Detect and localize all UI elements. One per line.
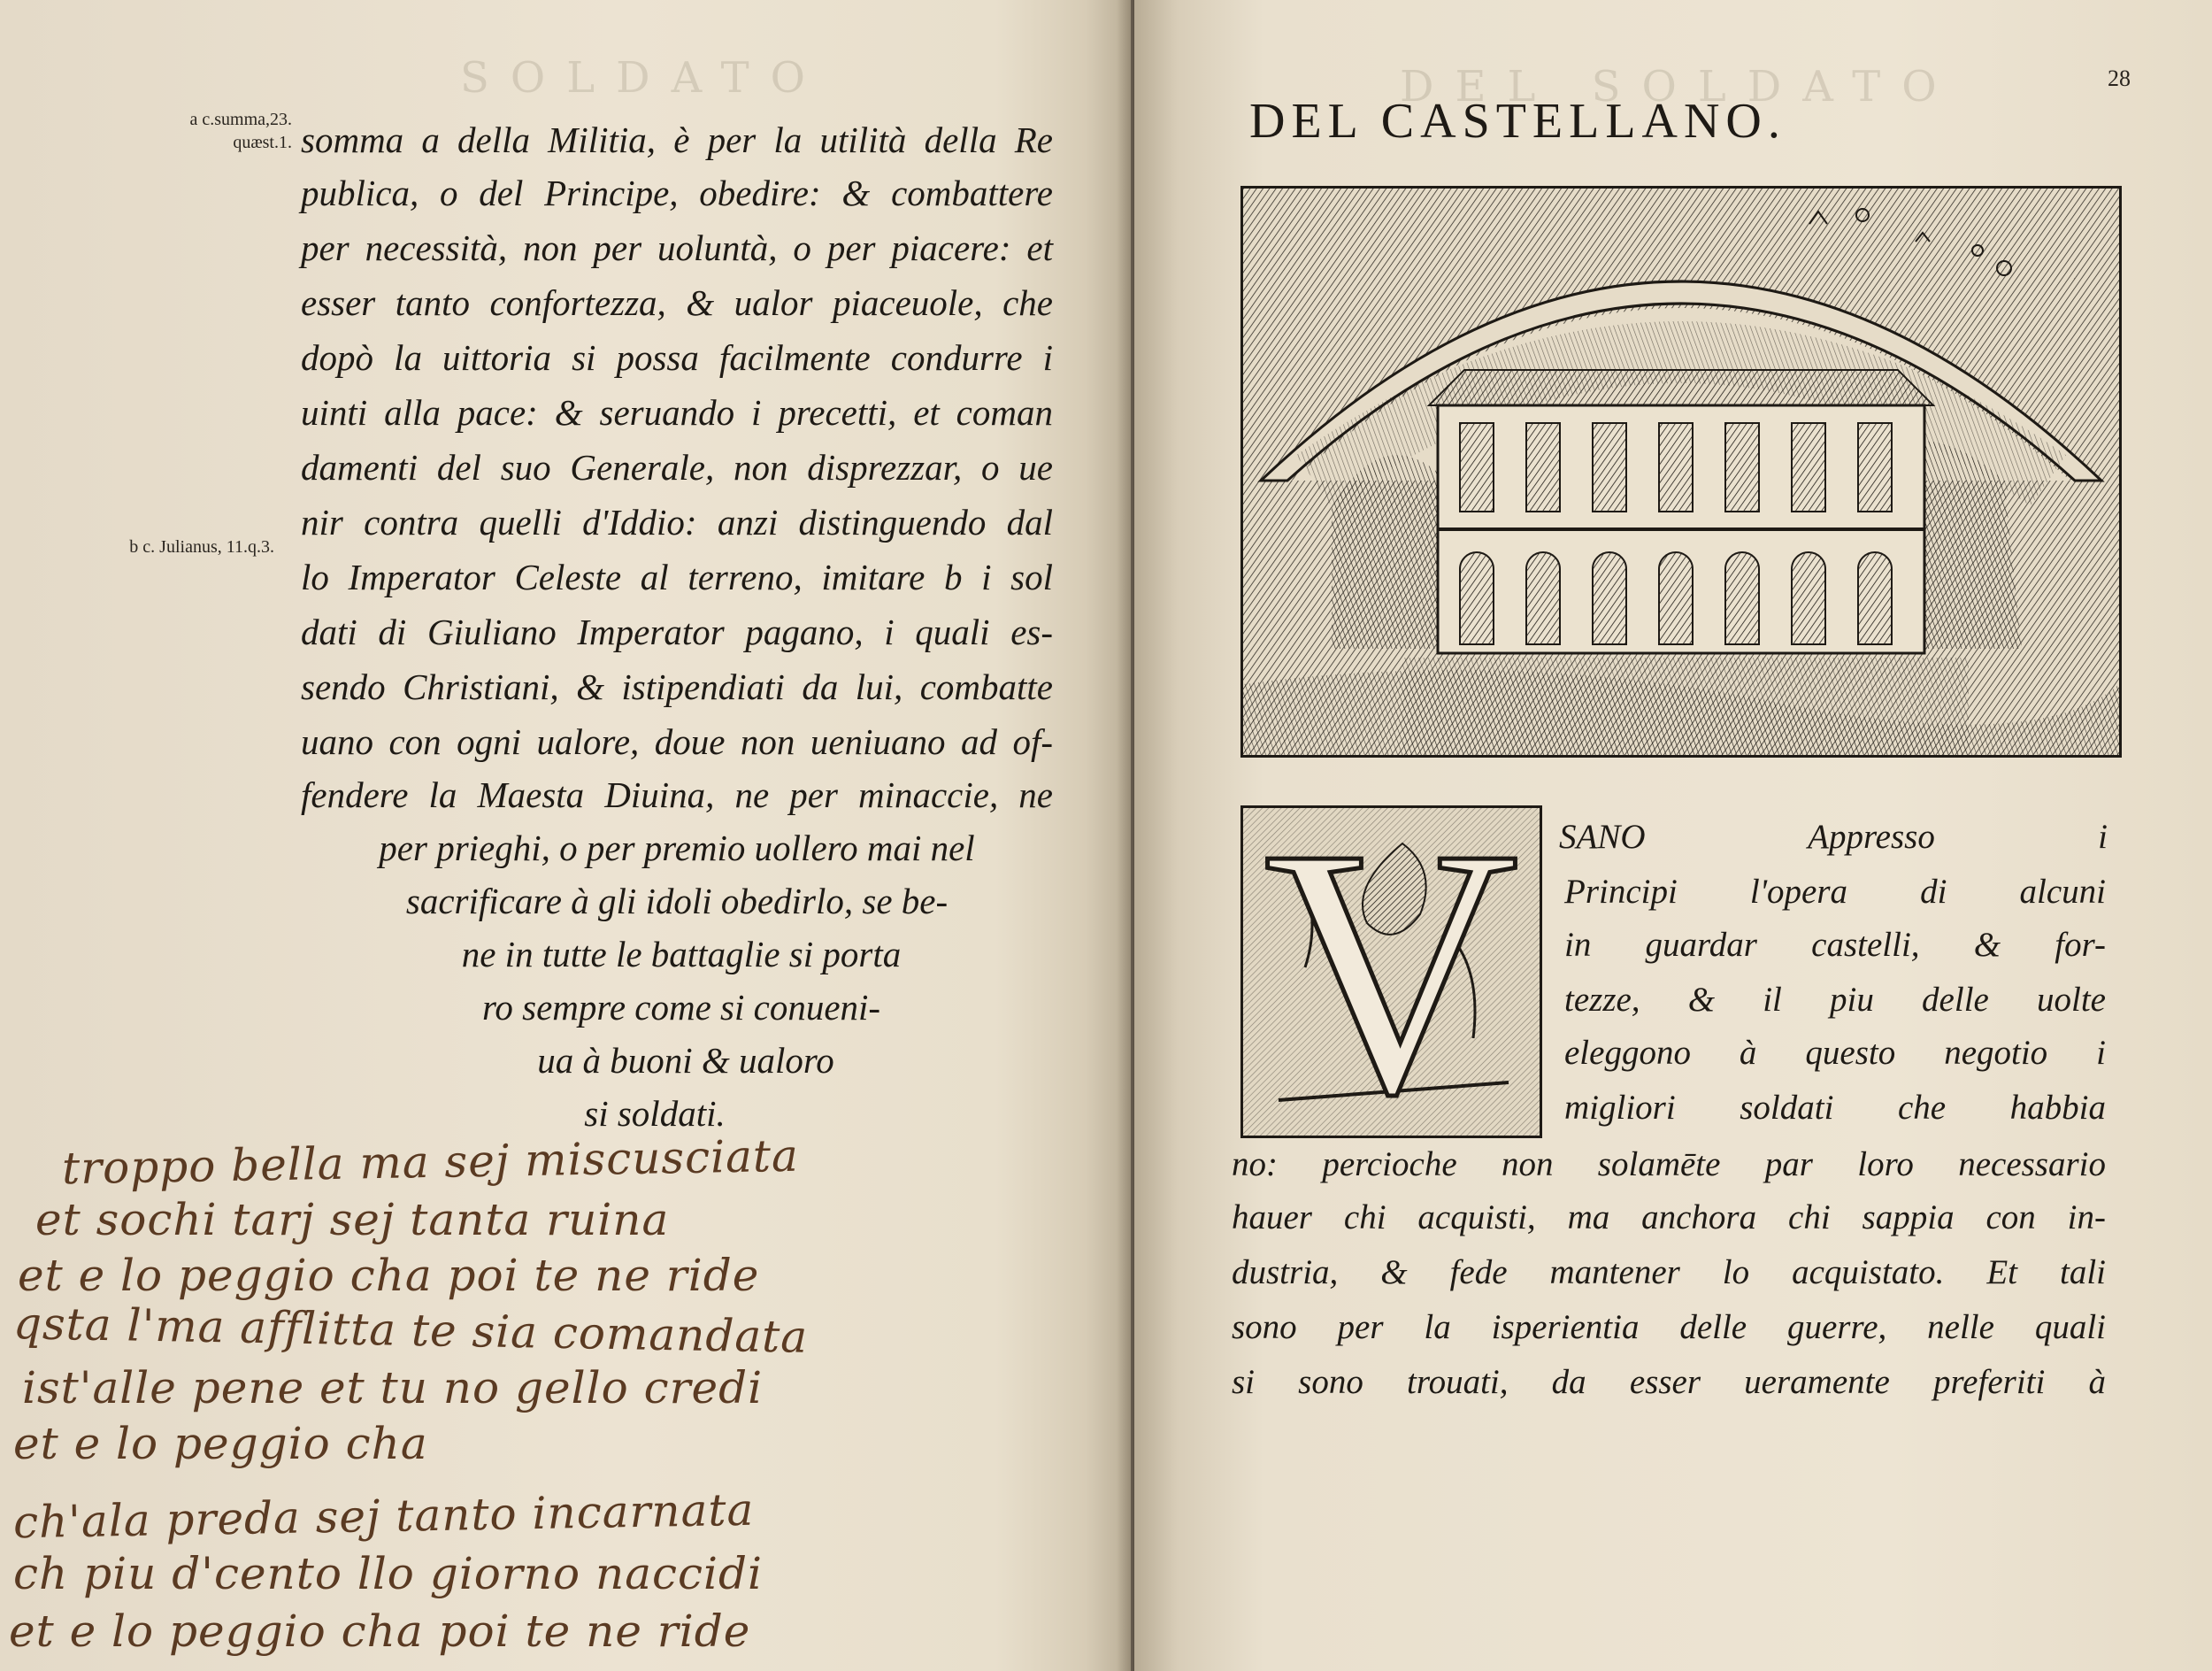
- handwritten-line: qsta l'ma afflitta te sia comandata: [12, 1298, 809, 1363]
- text-line: sendo Christiani, & istipendiati da lui, combatte: [301, 666, 1053, 707]
- text-line: fendere la Maesta Diuina, ne per minaccie, ne: [301, 774, 1053, 815]
- handwritten-line: troppo bella ma sej miscusciata: [61, 1129, 800, 1195]
- show-through-text: DEL SOLDATO: [1400, 62, 1958, 112]
- margin-note-b: b c. Julianus, 11.q.3.: [129, 537, 274, 557]
- text-line: sacrificare à gli idoli obedirlo, se be-: [405, 881, 949, 921]
- text-line: dopò la uittoria si possa facilmente condurre i: [301, 337, 1053, 378]
- decorated-initial: [1240, 775, 1542, 1167]
- text-line: tezze, & il piu delle uolte: [1564, 981, 2106, 1019]
- text-line: lo Imperator Celeste al terreno, imitare b i sol: [301, 557, 1053, 597]
- woodcut-illustration: [1240, 186, 2122, 758]
- text-line: sono per la isperientia delle guerre, nelle quali: [1232, 1308, 2106, 1346]
- right-page: [1134, 0, 2212, 1671]
- text-line: damenti del suo Generale, non disprezzar, o ue: [301, 447, 1053, 488]
- initial-letter: V: [1263, 775, 1519, 1167]
- text-line: si soldati.: [584, 1093, 726, 1134]
- text-line: Principi l'opera di alcuni: [1564, 873, 2106, 911]
- page-number: 28: [2108, 65, 2131, 91]
- text-line: uano con ogni ualore, doue non ueniuano ad of-: [301, 721, 1053, 762]
- text-line: si sono trouati, da esser ueramente preferiti à: [1232, 1363, 2106, 1401]
- handwritten-line: et e lo peggio cha: [13, 1418, 428, 1469]
- text-line: uinti alla pace: & seruando i precetti, et coman: [301, 392, 1053, 433]
- text-line: dati di Giuliano Imperator pagano, i quali es-: [301, 612, 1053, 652]
- running-head: DEL CASTELLANO.: [1249, 94, 1786, 149]
- woodcut-building-image: [1243, 189, 2119, 755]
- text-line: somma a della Militia, è per la utilità della Re: [301, 119, 1053, 160]
- text-line: no: percioche non solamēte par loro necessario: [1232, 1145, 2106, 1183]
- handwritten-line: et e lo peggio cha poi te ne ride: [9, 1606, 751, 1657]
- text-line: ne in tutte le battaglie si porta: [461, 934, 902, 974]
- handwritten-line: ch'ala preda sej tanto incarnata: [12, 1483, 755, 1549]
- text-line: per necessità, non per uoluntà, o per piacere: et: [301, 227, 1053, 268]
- text-line: publica, o del Principe, obedire: & combattere: [301, 173, 1053, 213]
- text-line: in guardar castelli, & for-: [1564, 926, 2106, 964]
- text-line: ua à buoni & ualoro: [537, 1040, 834, 1081]
- text-line: hauer chi acquisti, ma anchora chi sappia con in-: [1232, 1198, 2106, 1236]
- handwritten-line: et e lo peggio cha poi te ne ride: [18, 1250, 760, 1301]
- handwritten-line: ist'alle pene et tu no gello credi: [22, 1362, 764, 1413]
- text-line: ro sempre come si conueni-: [481, 987, 881, 1028]
- text-line: migliori soldati che habbia: [1564, 1089, 2106, 1127]
- handwritten-line: ch piu d'cento llo giorno naccidi: [13, 1548, 764, 1599]
- text-line: SANO Appresso i: [1559, 818, 2108, 856]
- text-line: eleggono à questo negotio i: [1564, 1034, 2106, 1072]
- show-through-text: SOLDATO: [460, 53, 826, 103]
- handwritten-line: et sochi tarj sej tanta ruina: [35, 1194, 670, 1245]
- text-line: esser tanto confortezza, & ualor piaceuole, che: [301, 282, 1053, 323]
- margin-note-a: a c.summa,23. quæst.1.: [189, 110, 292, 152]
- text-line: dustria, & fede mantener lo acquistato. Et tali: [1232, 1253, 2106, 1291]
- text-line: nir contra quelli d'Iddio: anzi distinguendo dal: [301, 502, 1053, 543]
- text-line: per prieghi, o per premio uollero mai nel: [379, 828, 975, 868]
